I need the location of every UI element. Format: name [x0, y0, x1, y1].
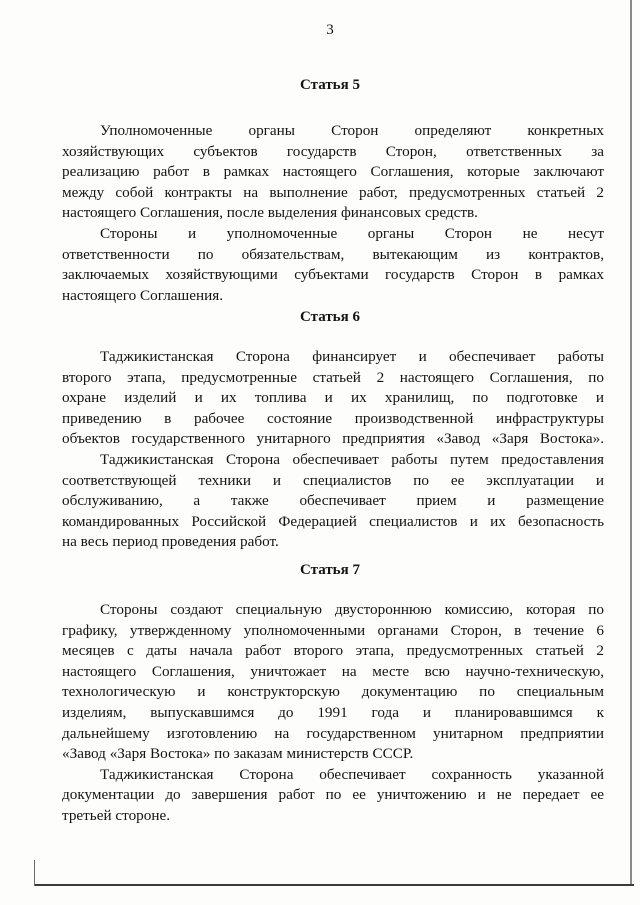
article-6-line: объектов государственного унитарного предприятия «Завод «Заря Востока».: [62, 430, 604, 448]
article-6-line: Таджикистанская Сторона обеспечивает работы путем предоставления: [100, 450, 604, 468]
article-5-line: заключаемых хозяйствующими субъектами государств Сторон в рамках: [62, 266, 604, 284]
article-6-line: второго этапа, предусмотренные статьей 2 настоящего Соглашения, по: [62, 368, 604, 386]
article-5-line: между собой контракты на выполнение работ, предусмотренных статьей 2: [62, 183, 604, 201]
scan-edge-bottom: [34, 884, 634, 886]
article-6-heading: Статья 6: [300, 309, 360, 325]
article-7-line: Таджикистанская Сторона обеспечивает сохранность указанной: [100, 765, 604, 783]
article-5-heading: Статья 5: [300, 77, 360, 93]
article-7-line: «Завод «Заря Востока» по заказам министерств СССР.: [62, 745, 414, 763]
article-7-line: Стороны создают специальную двустороннюю комиссию, которая по: [100, 601, 604, 618]
article-5-line: настоящего Соглашения, после выделения финансовых средств.: [62, 204, 478, 222]
article-5-line: ответственности по обязательствам, вытекающим из контрактов,: [62, 245, 604, 263]
article-6-line: обслуживанию, а также обеспечивает прием и размещение: [62, 492, 604, 510]
article-6-line: соответствующей техники и специалистов по ее эксплуатации и: [62, 471, 604, 489]
article-6-line: приведению в рабочее состояние производственной инфраструктуры: [62, 409, 604, 427]
article-7-line: документации до завершения работ по ее уничтожению и не передает ее: [62, 786, 604, 804]
article-7-line: месяцев с даты начала работ второго этапа, предусмотренных статьей 2: [62, 642, 604, 660]
article-7-line: изделиям, выпускавшимся до 1991 года и планировавшимся к: [62, 703, 604, 721]
article-5-line: Стороны и уполномоченные органы Сторон не несут: [100, 224, 604, 242]
article-5-line: настоящего Соглашения.: [62, 286, 223, 304]
article-7-line: настоящего Соглашения, уничтожает на месте всю научно-техническую,: [62, 662, 604, 680]
article-7-line: дальнейшему изготовлению на государственном унитарном предприятии: [62, 724, 604, 742]
article-7-line: графику, утвержденному уполномоченными органами Сторон, в течение 6: [62, 621, 604, 639]
article-6-line: охране изделий и их топлива и их хранилищ, по подготовке и: [62, 389, 604, 407]
article-7-line: технологическую и конструкторскую документацию по специальным: [62, 683, 604, 701]
scan-edge-right: [630, 0, 632, 886]
article-6-line: Таджикистанская Сторона финансирует и обеспечивает работы: [100, 348, 604, 365]
article-7-heading: Статья 7: [300, 562, 360, 578]
article-5-line: реализацию работ в рамках настоящего Соглашения, которые заключают: [62, 163, 604, 181]
article-6-body: [62, 347, 604, 553]
scan-edge-left: [34, 860, 35, 886]
article-7-body: [62, 600, 604, 827]
article-5-body: [62, 121, 604, 306]
article-5-line: хозяйствующих субъектов государств Сторон, ответственных за: [62, 142, 604, 160]
page-number: 3: [326, 22, 334, 38]
article-6-line: на весь период проведения работ.: [62, 533, 279, 551]
article-7-line: третьей стороне.: [62, 806, 171, 824]
article-5-line: Уполномоченные органы Сторон определяют конкретных: [100, 122, 604, 139]
article-6-line: командированных Российской Федерацией специалистов и их безопасность: [62, 512, 604, 530]
